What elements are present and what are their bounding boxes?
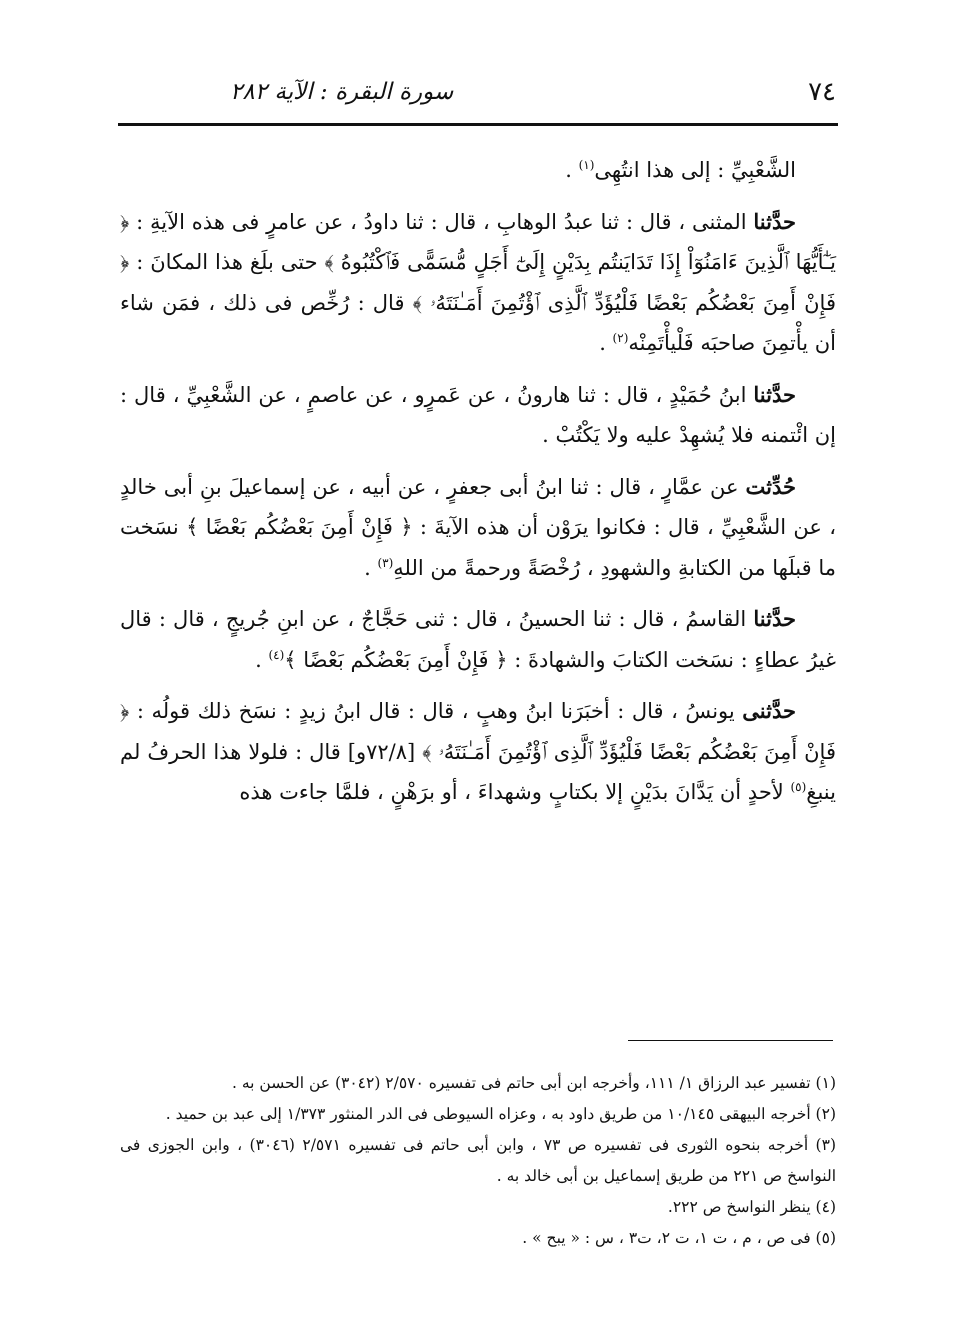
paragraph-lead: حدَّثنا bbox=[753, 208, 796, 234]
paragraph bbox=[120, 375, 836, 456]
footnote-ref: (١) bbox=[578, 158, 595, 172]
paragraph-lead: حدَّثنا bbox=[753, 381, 796, 407]
paragraph-text: الشَّعْبِيِّ : إلى هذا انتُهِى bbox=[594, 158, 796, 182]
footnote-rule bbox=[628, 1040, 833, 1041]
paragraph-text: ابنُ حُمَيْدٍ ، قال : ثنا هارونُ ، عن عَمرٍو ، عن عاصمٍ ، عن الشَّعْبِيِّ ، قال : إن ائْتمنه فلا يُشهِدْ عليه ولا يَكْتُبْ . bbox=[120, 382, 836, 447]
footnotes bbox=[120, 1068, 836, 1254]
paragraph-tail: لأحدٍ أن يَدَّانَ بدَيْنٍ إلا بكتابٍ وشهداءَ ، أو برَهْنٍ ، فلمَّا جاءت هذه bbox=[239, 780, 791, 804]
header-rule bbox=[118, 123, 838, 126]
running-title: سورة البقرة : الآية ٢٨٢ bbox=[230, 79, 454, 105]
footnote-ref: (٥) bbox=[790, 780, 807, 794]
page-number: ٧٤ bbox=[808, 77, 836, 107]
footnote-ref: (٣) bbox=[377, 555, 394, 570]
paragraph-tail: . bbox=[364, 555, 378, 580]
paragraph-text: القاسمُ ، قال : ثنا الحسينُ ، قال : ثنى حَجَّاجٌ ، عن ابنِ جُريجٍ ، قال : قال غيرُ عطاءٍ : نسَخت الكتابَ والشهادةَ : ﴿ فَإِنْ أَمِنَ بَعْضُكُم بَعْضًا ﴾ bbox=[120, 607, 836, 672]
paragraph bbox=[120, 202, 836, 364]
footnote: (٤) ينظر النواسخ ص ٢٢٢. bbox=[667, 1198, 836, 1216]
footnote: (١) تفسير عبد الرزاق ١/ ١١١، وأخرجه ابن أبى حاتم فى تفسيره ٢/٥٧٠ (٣٠٤٢) عن الحسن به . bbox=[231, 1074, 836, 1092]
paragraph-tail: . bbox=[565, 158, 579, 182]
paragraph-tail: . bbox=[599, 331, 613, 355]
footnote-ref: (٤) bbox=[268, 647, 285, 662]
paragraph bbox=[120, 599, 836, 680]
paragraph-text: المثنى ، قال : ثنا عبدُ الوهابِ ، قال : ثنا داودُ ، عن عامرٍ فى هذه الآيةِ : ﴿ يَـٰٓأَيُّهَا ٱلَّذِينَ ءَامَنُوٓاْ إِذَا تَدَايَنتُم بِدَيْنٍ إِلَىٰٓ أَجَلٍ مُّسَمًّى فَٱكْتُبُوهُ ﴾ حتى بلَغ هذا المكانَ : ﴿ فَإِنْ أَمِنَ بَعْضُكُم بَعْضًا فَلْيُؤَدِّ ٱلَّذِى ٱؤْتُمِنَ أَمَـٰنَتَهُۥ ﴾ قال : رُخِّص فى ذلك ، فمَن شاء أن يأْتمِنَ صاحبَه فَلْيأْتَمِنْه bbox=[120, 209, 836, 355]
footnote-ref: (٢) bbox=[612, 331, 629, 345]
paragraph-text: يونسُ ، قال : أخبَرَنا ابنُ وهبٍ ، قال : قال ابنُ زيدٍ : نسَخ ذلك قولُه : ﴿ فَإِنْ أَمِنَ بَعْضُكُم بَعْضًا فَلْيُؤَدِّ ٱلَّذِى ٱؤْتُمِنَ أَمَـٰنَتَهُۥ ﴾ [٧٢/٨و] قال : فلولا هذا الحرفُ لم ينبغِ bbox=[120, 699, 836, 804]
body-text bbox=[120, 150, 836, 824]
footnote: (٥) فى ص ، م ، ت ١، ت ٢، ت٣ ، س : « يبح » . bbox=[522, 1229, 836, 1247]
paragraph-lead: حُدِّثت bbox=[745, 473, 796, 499]
paragraph-tail: . bbox=[255, 647, 269, 672]
paragraph-text: عن عمَّارٍ ، قال : ثنا ابنُ أبى جعفرٍ ، عن أبيه ، عن إسماعيلَ بنِ أبى خالدٍ ، عن الشَّعْبِيِّ ، قال : فكانوا يرَوْن أن هذه الآيةَ : ﴿ فَإِنْ أَمِنَ بَعْضُكُم بَعْضًا ﴾ نسَخت ما قبلَها من الكتابةِ والشهودِ ، رُخْصَةً ورحمةً من اللهِ bbox=[120, 474, 836, 580]
paragraph bbox=[120, 467, 836, 589]
page-header bbox=[120, 72, 836, 112]
paragraph bbox=[120, 691, 836, 813]
footnote: (٣) أخرجه بنحوه الثورى فى تفسيره ص ٧٣ ، وابن أبى حاتم فى تفسيره ٢/٥٧١ (٣٠٤٦) ، وابن الجوزى فى النواسخ ص ٢٢١ من طريق إسماعيل بن أبى خالد به . bbox=[120, 1136, 836, 1185]
paragraph-lead: حدَّثنى bbox=[742, 698, 796, 723]
footnote: (٢) أخرجه البيهقى ١٠/١٤٥ من طريق داود به ، وعزاه السيوطى فى الدر المنثور ١/٣٧٣ إلى عبد بن حميد . bbox=[165, 1105, 836, 1123]
paragraph bbox=[120, 150, 836, 191]
paragraph-lead: حدَّثنا bbox=[753, 606, 796, 631]
